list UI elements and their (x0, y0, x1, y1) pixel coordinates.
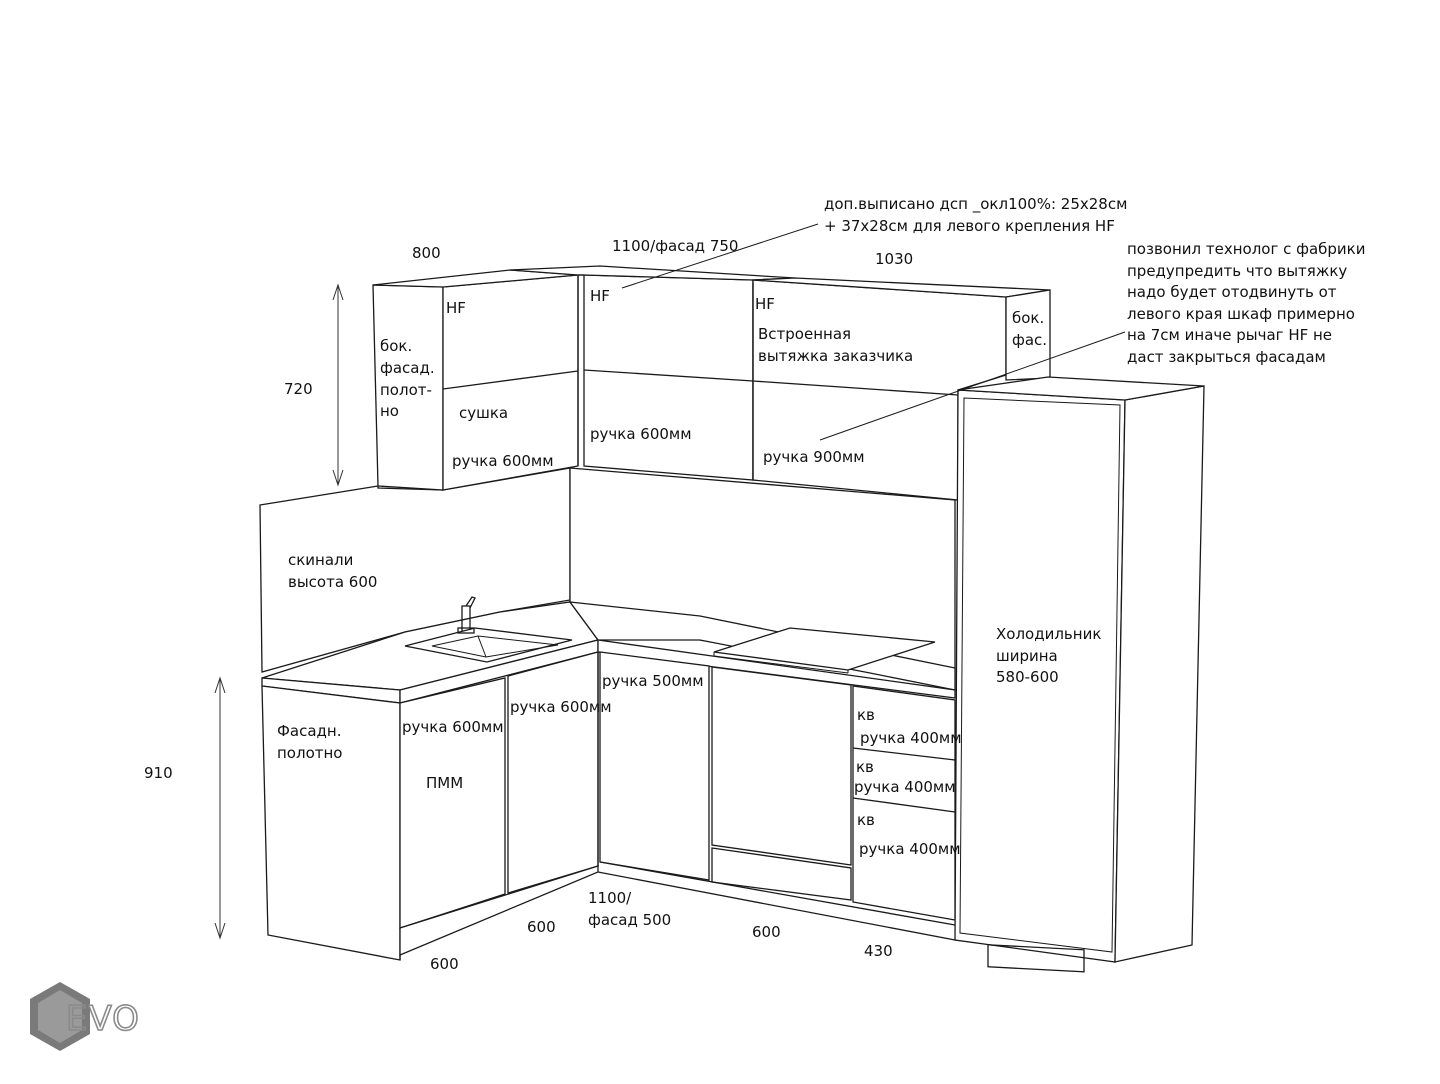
label-handle-upper-right: ручка 900мм (763, 448, 865, 466)
label-handle-dishwasher: ручка 600мм (402, 718, 504, 736)
label-side-facade-3: полот- (380, 381, 432, 399)
label-handle-base-2: ручка 600мм (510, 698, 612, 716)
dim-upper-height: 720 (284, 380, 313, 398)
dim-upper-middle-width: 1100/фасад 750 (612, 237, 739, 255)
label-facade-panel-2: полотно (277, 744, 343, 762)
label-hood-1: Встроенная (758, 325, 852, 343)
note-dsp-line-1: доп.выписано дсп _окл100%: 25х28см (824, 195, 1128, 213)
dim-upper-left-width: 800 (412, 244, 441, 262)
label-fridge-1: Холодильник (996, 625, 1102, 643)
label-fridge-2: ширина (996, 647, 1058, 665)
note-tech-line-5: на 7см иначе рычаг HF не (1127, 326, 1333, 344)
fridge-cabinet (955, 377, 1204, 972)
label-hf-middle: HF (590, 287, 610, 305)
dim-base-left-front: 600 (527, 918, 556, 936)
label-drawer-2: кв (856, 758, 874, 776)
label-side-facade-2: фасад. (380, 359, 435, 377)
label-fridge-3: 580-600 (996, 668, 1059, 686)
label-handle-upper-left: ручка 600мм (452, 452, 554, 470)
dim-upper-right-width: 1030 (875, 250, 914, 268)
dim-base-corner-1: 1100/ (588, 889, 632, 907)
label-hf-right: HF (755, 295, 775, 313)
label-side-facade-1: бок. (380, 337, 413, 355)
label-facade-panel-1: Фасадн. (277, 722, 342, 740)
label-handle-drawer-2: ручка 400мм (854, 778, 956, 796)
note-tech-line-6: даст закрыться фасадам (1127, 348, 1326, 366)
evo-logo (30, 982, 140, 1051)
label-side-fas-1: бок. (1012, 309, 1045, 327)
dim-base-drawers: 430 (864, 942, 893, 960)
label-drawer-3: кв (857, 811, 875, 829)
dim-base-left-side: 600 (430, 955, 459, 973)
note-dsp-line-2: + 37х28см для левого крепления HF (824, 217, 1115, 235)
label-skinali-2: высота 600 (288, 573, 378, 591)
note-tech-line-4: левого края шкаф примерно (1127, 305, 1355, 323)
label-handle-corner: ручка 500мм (602, 672, 704, 690)
logo-text: EVO (66, 999, 140, 1039)
label-drawer-1: кв (857, 706, 875, 724)
label-dishwasher: ПММ (426, 774, 464, 792)
base-right-cabinets (598, 652, 955, 940)
dim-base-height: 910 (144, 764, 173, 782)
note-tech-line-2: предупредить что вытяжку (1127, 262, 1348, 280)
label-side-fas-2: фас. (1012, 331, 1048, 349)
note-tech-line-1: позвонил технолог с фабрики (1127, 240, 1366, 258)
label-hood-2: вытяжка заказчика (758, 347, 914, 365)
dim-base-corner-2: фасад 500 (588, 911, 672, 929)
note-tech-line-3: надо будет отодвинуть от (1127, 283, 1337, 301)
label-handle-drawer-3: ручка 400мм (859, 840, 961, 858)
label-handle-upper-middle: ручка 600мм (590, 425, 692, 443)
label-dryer: сушка (459, 404, 509, 422)
label-hf-left: HF (446, 299, 466, 317)
label-handle-drawer-1: ручка 400мм (860, 729, 962, 747)
label-skinali-1: скинали (288, 551, 354, 569)
dim-base-mid: 600 (752, 923, 781, 941)
label-side-facade-4: но (380, 402, 399, 420)
